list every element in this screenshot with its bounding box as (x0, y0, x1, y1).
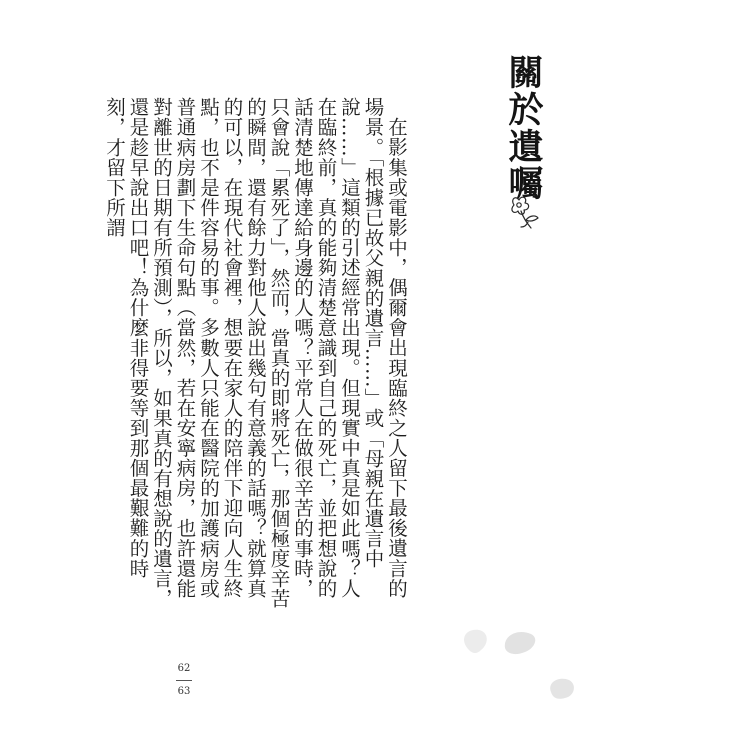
petals-decoration (455, 610, 595, 720)
page-number-left: 62 (177, 663, 191, 674)
petal (550, 679, 574, 699)
body-text (103, 97, 408, 612)
chapter-title: 關於遺囑 (503, 54, 544, 202)
page-number-divider (176, 680, 192, 681)
page-number-right: 63 (177, 686, 191, 697)
page-numbers (172, 663, 196, 698)
flower-icon (500, 193, 546, 233)
petal (464, 630, 487, 653)
body-paragraph: 在影集或電影中，偶爾會出現臨終之人留下最後遺言的場景。「根據已故父親的遺言……」或「母親在遺言中說……」這類的引述經常出現。但現實中真是如此嗎？人在臨終前，真的能夠清楚意識到自己的死亡，並把想說的話清楚地傳達給身邊的人嗎？平常人在做很辛苦的事時，只會說「累死了」，然而，當真的即將死亡，那個極度辛苦的瞬間，還有餘力對他人說出幾句有意義的話嗎？就算真的可以，在現代社會裡，想要在家人的陪伴下迎向人生終點，也不是件容易的事。多數人只能在醫院的加護病房或普通病房劃下生命句點（當然，若在安寧病房，也許還能對離世的日期有所預測），所以，如果真的有想說的遺言，還是趁早說出口吧！為什麼非得要等到那個最艱難的時刻，才留下所謂 (103, 97, 408, 609)
petal (505, 632, 535, 654)
